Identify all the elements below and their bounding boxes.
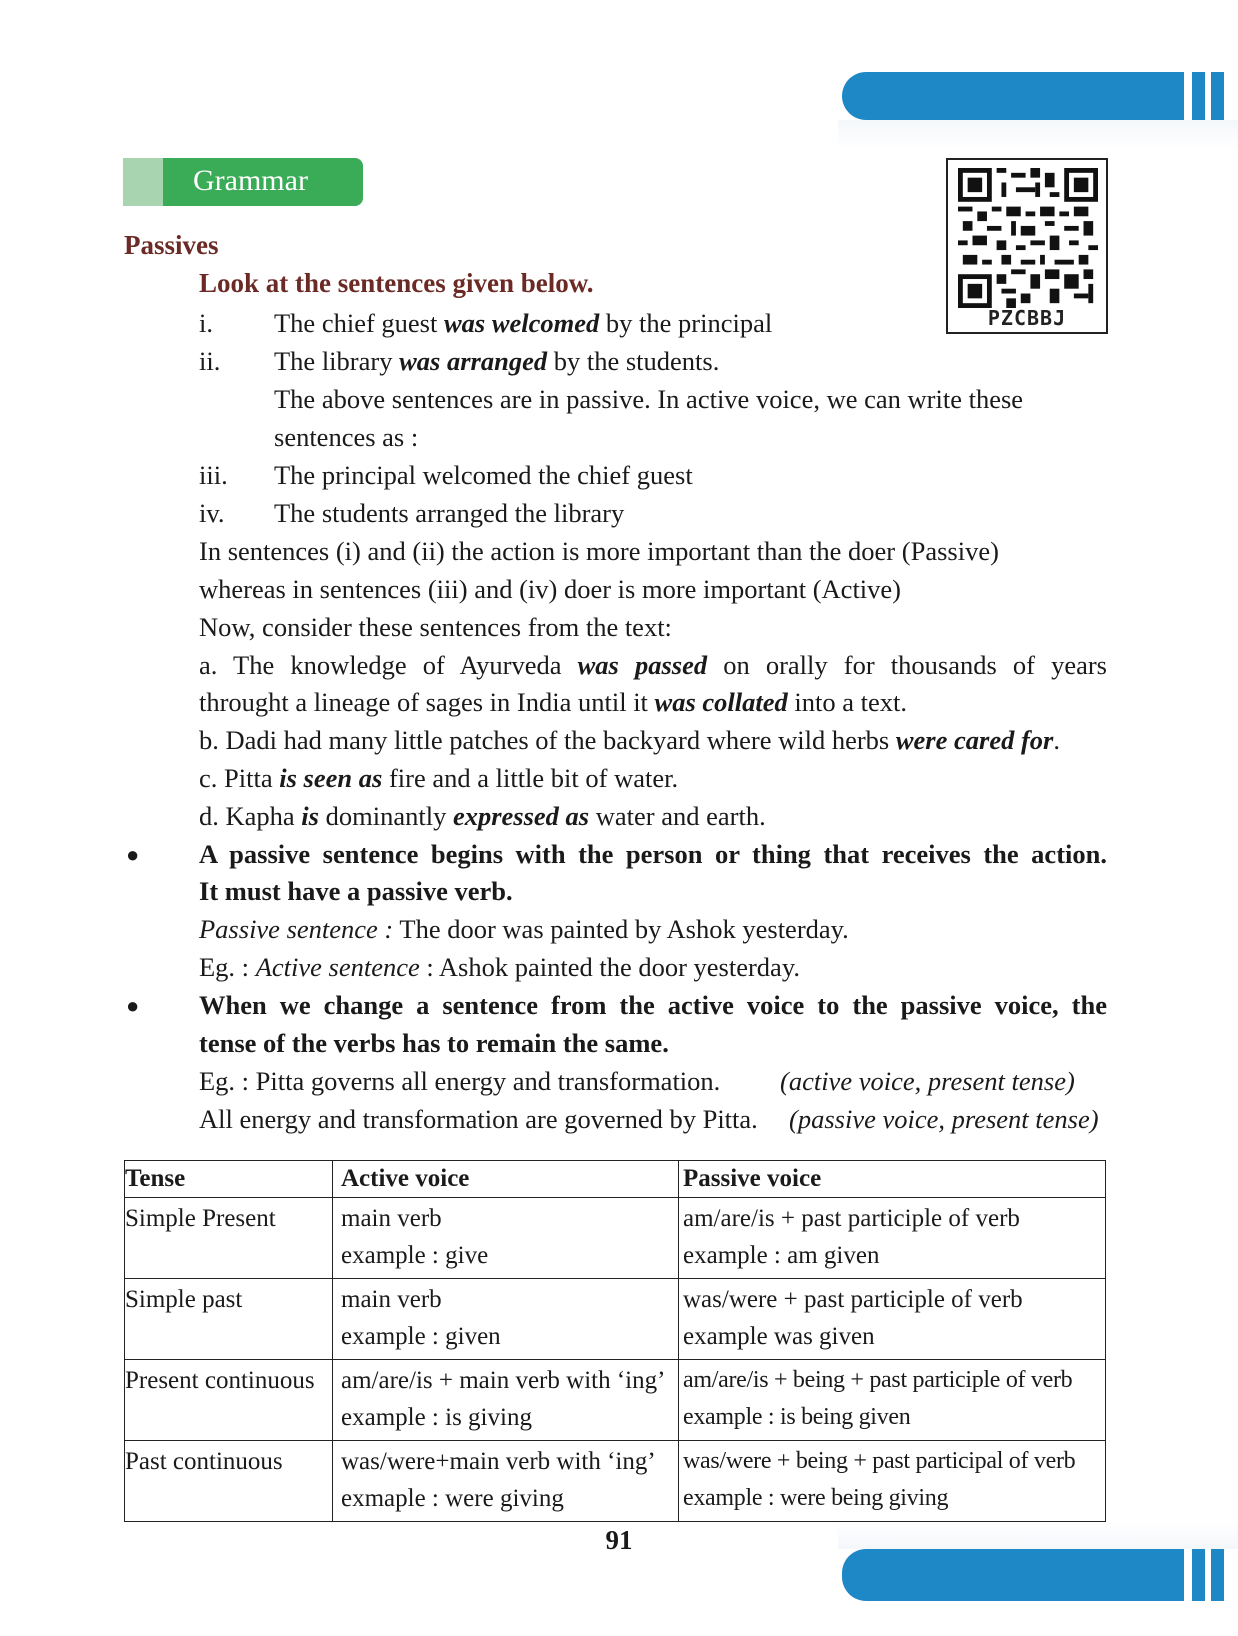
example-number: i. bbox=[199, 308, 213, 338]
instruction-heading: Look at the sentences given below. bbox=[199, 268, 594, 298]
rule-example-note: (active voice, present tense) bbox=[780, 1066, 1075, 1096]
table-row bbox=[125, 1198, 1106, 1279]
qr-code-icon bbox=[958, 168, 1098, 308]
passive-cell: was/were + past participle of verb example was given bbox=[679, 1279, 1106, 1360]
passive-cell: am/are/is + being + past participle of verb example : is being given bbox=[679, 1360, 1106, 1441]
rule-example: Eg. : Pitta governs all energy and transformation. bbox=[199, 1066, 721, 1096]
example-number: iii. bbox=[199, 460, 228, 490]
text-example-d: d. Kapha is dominantly expressed as water and earth. bbox=[199, 801, 766, 831]
header-decorative-bar bbox=[842, 72, 1238, 120]
section-label: Grammar bbox=[193, 164, 308, 197]
table-row bbox=[125, 1279, 1106, 1360]
explanation-line: The above sentences are in passive. In active voice, we can write these bbox=[274, 384, 1024, 414]
active-cell: am/are/is + main verb with ‘ing’ example : is giving bbox=[333, 1360, 679, 1441]
tense-cell: Simple past bbox=[125, 1279, 333, 1360]
active-cell: main verb example : give bbox=[333, 1198, 679, 1279]
table-row bbox=[125, 1441, 1106, 1522]
paragraph-line: Now, consider these sentences from the text: bbox=[199, 612, 672, 642]
footer-decorative-bar bbox=[842, 1549, 1238, 1601]
topic-heading: Passives bbox=[124, 230, 219, 260]
paragraph-line: In sentences (i) and (ii) the action is more important than the doer (Passive) bbox=[199, 536, 999, 566]
text-example-b: b. Dadi had many little patches of the backyard where wild herbs were cared for. bbox=[199, 725, 1060, 755]
page-number: 91 bbox=[605, 1525, 633, 1555]
tense-table bbox=[124, 1160, 1106, 1522]
text-example-a-continued: throught a lineage of sages in India until it was collated into a text. bbox=[199, 687, 908, 717]
rule-line: When we change a sentence from the active voice to the passive voice, the bbox=[199, 990, 1107, 1020]
rule-example: All energy and transformation are governed by Pitta. bbox=[199, 1104, 758, 1134]
active-example: Eg. : Active sentence : Ashok painted the door yesterday. bbox=[199, 952, 800, 982]
tense-cell: Present continuous bbox=[125, 1360, 333, 1441]
qr-code[interactable] bbox=[946, 158, 1108, 334]
tense-cell: Past continuous bbox=[125, 1441, 333, 1522]
paragraph-line: whereas in sentences (iii) and (iv) doer is more important (Active) bbox=[199, 574, 902, 604]
rule-example-note: (passive voice, present tense) bbox=[789, 1104, 1099, 1134]
passive-cell: am/are/is + past participle of verb example : am given bbox=[679, 1198, 1106, 1279]
header-shadow bbox=[838, 120, 1238, 150]
table-row bbox=[125, 1360, 1106, 1441]
text-example-c: c. Pitta is seen as fire and a little bit of water. bbox=[199, 763, 679, 793]
tense-cell: Simple Present bbox=[125, 1198, 333, 1279]
active-sentence: The principal welcomed the chief guest bbox=[274, 460, 693, 490]
example-number: ii. bbox=[199, 346, 221, 376]
example-number: iv. bbox=[199, 498, 225, 528]
qr-code-text: PZCBBJ bbox=[987, 306, 1067, 330]
active-cell: was/were+main verb with ‘ing’ exmaple : were giving bbox=[333, 1441, 679, 1522]
bullet-icon: ● bbox=[126, 842, 140, 867]
table-header: Active voice bbox=[333, 1161, 679, 1198]
table-header: Passive voice bbox=[679, 1161, 1106, 1198]
bullet-icon: ● bbox=[126, 993, 140, 1018]
example-sentence: The chief guest was welcomed by the principal bbox=[274, 308, 773, 338]
text-example-a: a. The knowledge of Ayurveda was passed on orally for thousands of years bbox=[199, 650, 1107, 680]
active-sentence: The students arranged the library bbox=[274, 498, 625, 528]
rule-line: tense of the verbs has to remain the same. bbox=[199, 1028, 669, 1058]
table-header-row bbox=[125, 1161, 1106, 1198]
example-sentence: The library was arranged by the students. bbox=[274, 346, 720, 376]
passive-example: Passive sentence : The door was painted by Ashok yesterday. bbox=[199, 914, 849, 944]
passive-cell: was/were + being + past participal of verb example : were being giving bbox=[679, 1441, 1106, 1522]
table-header: Tense bbox=[125, 1161, 333, 1198]
rule-line: It must have a passive verb. bbox=[199, 876, 513, 906]
active-cell: main verb example : given bbox=[333, 1279, 679, 1360]
explanation-line: sentences as : bbox=[274, 422, 419, 452]
rule-line: A passive sentence begins with the person or thing that receives the action. bbox=[199, 839, 1107, 869]
section-banner bbox=[123, 158, 363, 206]
